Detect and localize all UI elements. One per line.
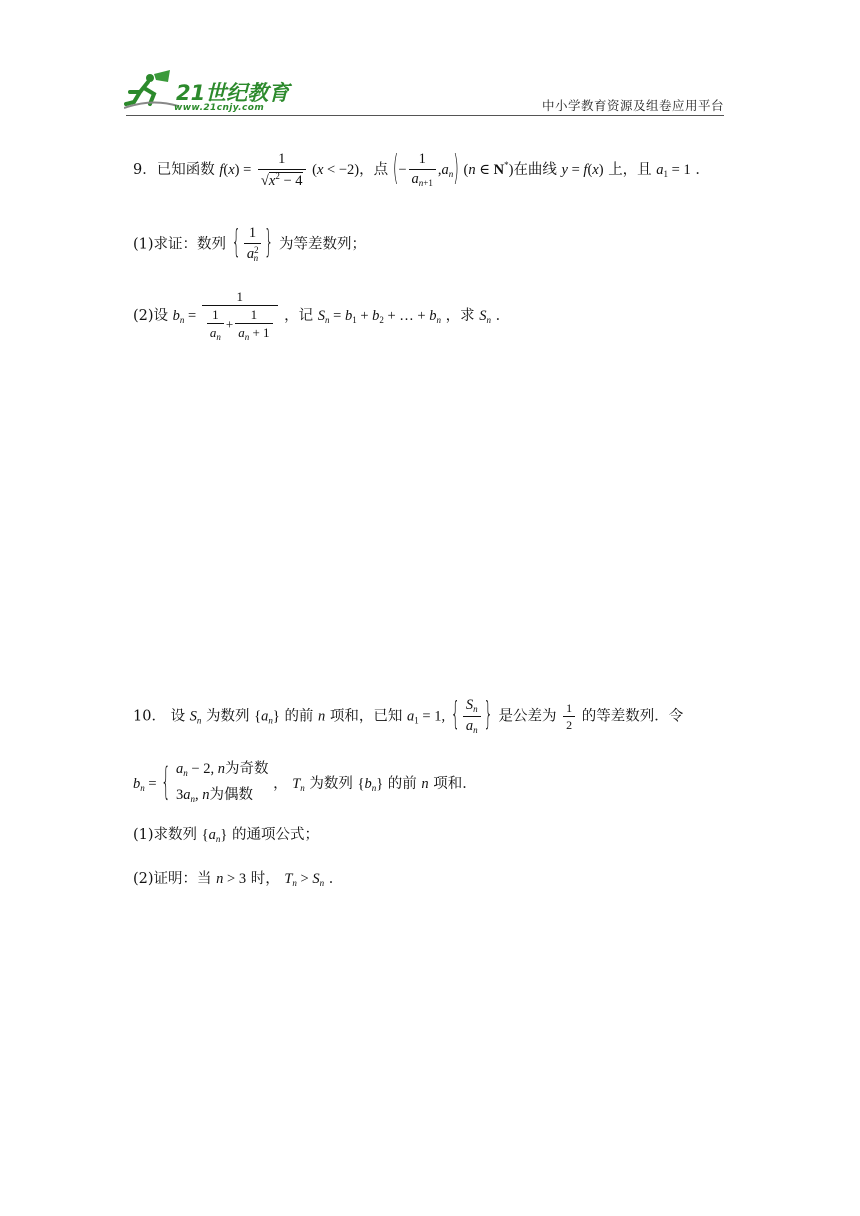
logo xyxy=(124,68,294,114)
q10-case-even: 为偶数 xyxy=(209,787,254,803)
q10-part2: (2)证明：当 n > 3 时， $T_n > S_n$ ． xyxy=(133,871,344,888)
q10-part2-mid: 时， xyxy=(250,871,280,887)
q10-text-c: 的前 xyxy=(284,708,314,725)
q10-part1-suffix: 的通项公式； xyxy=(231,827,319,843)
q10-case-odd: 为奇数 xyxy=(224,761,269,777)
q9-end: ． xyxy=(695,162,710,178)
q10-part2-end: ． xyxy=(328,871,344,887)
logo-url: www.21cnjy.com xyxy=(174,103,265,113)
q9-part2-label: (2)设 xyxy=(133,308,169,324)
q10-part1: (1)求数列 $\{a_n\}$ 的通项公式； xyxy=(133,827,319,844)
q10-stem: 10． 设 $S_n$ 为数列 $\{a_n\}$ 的前 n 项和，已知 $a_1 = 1$, { $\frac{S_n}{a_n}$ } 是公差为 $\frac{1}{2}$ 的等差数列．令 xyxy=(133,697,684,735)
runner-logo-icon xyxy=(124,68,180,110)
header-rule xyxy=(126,115,724,116)
logo-text: 21世纪教育 xyxy=(176,81,290,105)
q9-part2-ask: ，求 xyxy=(445,308,475,324)
q9-part2-mid: ，记 xyxy=(284,308,314,324)
q9-number: 9． xyxy=(133,162,157,178)
q9-part1: (1)求证：数列 { $\frac{1}{a^2_n}$ } 为等差数列； xyxy=(133,225,366,263)
q9-prefix: 已知函数 xyxy=(156,162,215,178)
q10-line2-c: 的前 xyxy=(387,776,417,792)
q9-fraction: $\frac{1}{√x^2 - 4}$ xyxy=(258,152,306,188)
q10-text-a: 设 xyxy=(170,708,186,725)
q10-text-b: 为数列 xyxy=(206,708,250,725)
q9-point-text: ，点 xyxy=(359,162,389,178)
q9-curve-text: 在曲线 xyxy=(513,162,557,178)
q9-part1-suffix: 为等差数列； xyxy=(278,236,366,253)
q9-part2: (2)设 $b_n$ = 1 $\frac{1}{a_n}$ + $\frac{1}{a_n + 1}$ ，记 $S_n = b_1 + b_2$ + … + $b_n$ ，求 $S_n$ ． xyxy=(133,289,511,342)
q9-on-text: 上，且 xyxy=(608,162,652,178)
q10-text-d: 项和，已知 xyxy=(329,708,403,725)
q10-line2-b: 为数列 xyxy=(309,776,353,792)
q9-part1-label: (1)求证：数列 xyxy=(133,236,227,253)
q9-part2-end: ． xyxy=(495,308,511,324)
q9-stem: 9．已知函数 f(x) = $\frac{1}{√x^2 - 4}$ (x < −2)，点 (− $\frac{1}{a_{n+1}}$ $,a_n$) (n ∈ N*)在曲线 y = f(x) 上，且 $a_1 = 1$ ． xyxy=(133,150,710,189)
platform-name: 中小学教育资源及组卷应用平台 xyxy=(541,98,724,113)
q10-part2-label: (2)证明：当 xyxy=(133,871,212,887)
q10-part1-label: (1)求数列 xyxy=(133,827,198,843)
q10-number: 10． xyxy=(133,708,166,725)
q10-text-f: 的等差数列．令 xyxy=(581,708,684,725)
q10-text-e: 是公差为 xyxy=(498,708,557,725)
q10-cases: $b_n$ = { $a_n - 2$, n为奇数 $3a_n$, n为偶数 ， $T_n$ 为数列 $\{b_n\}$ 的前 n 项和． xyxy=(133,761,477,805)
q10-line2-d: 项和． xyxy=(433,776,477,792)
